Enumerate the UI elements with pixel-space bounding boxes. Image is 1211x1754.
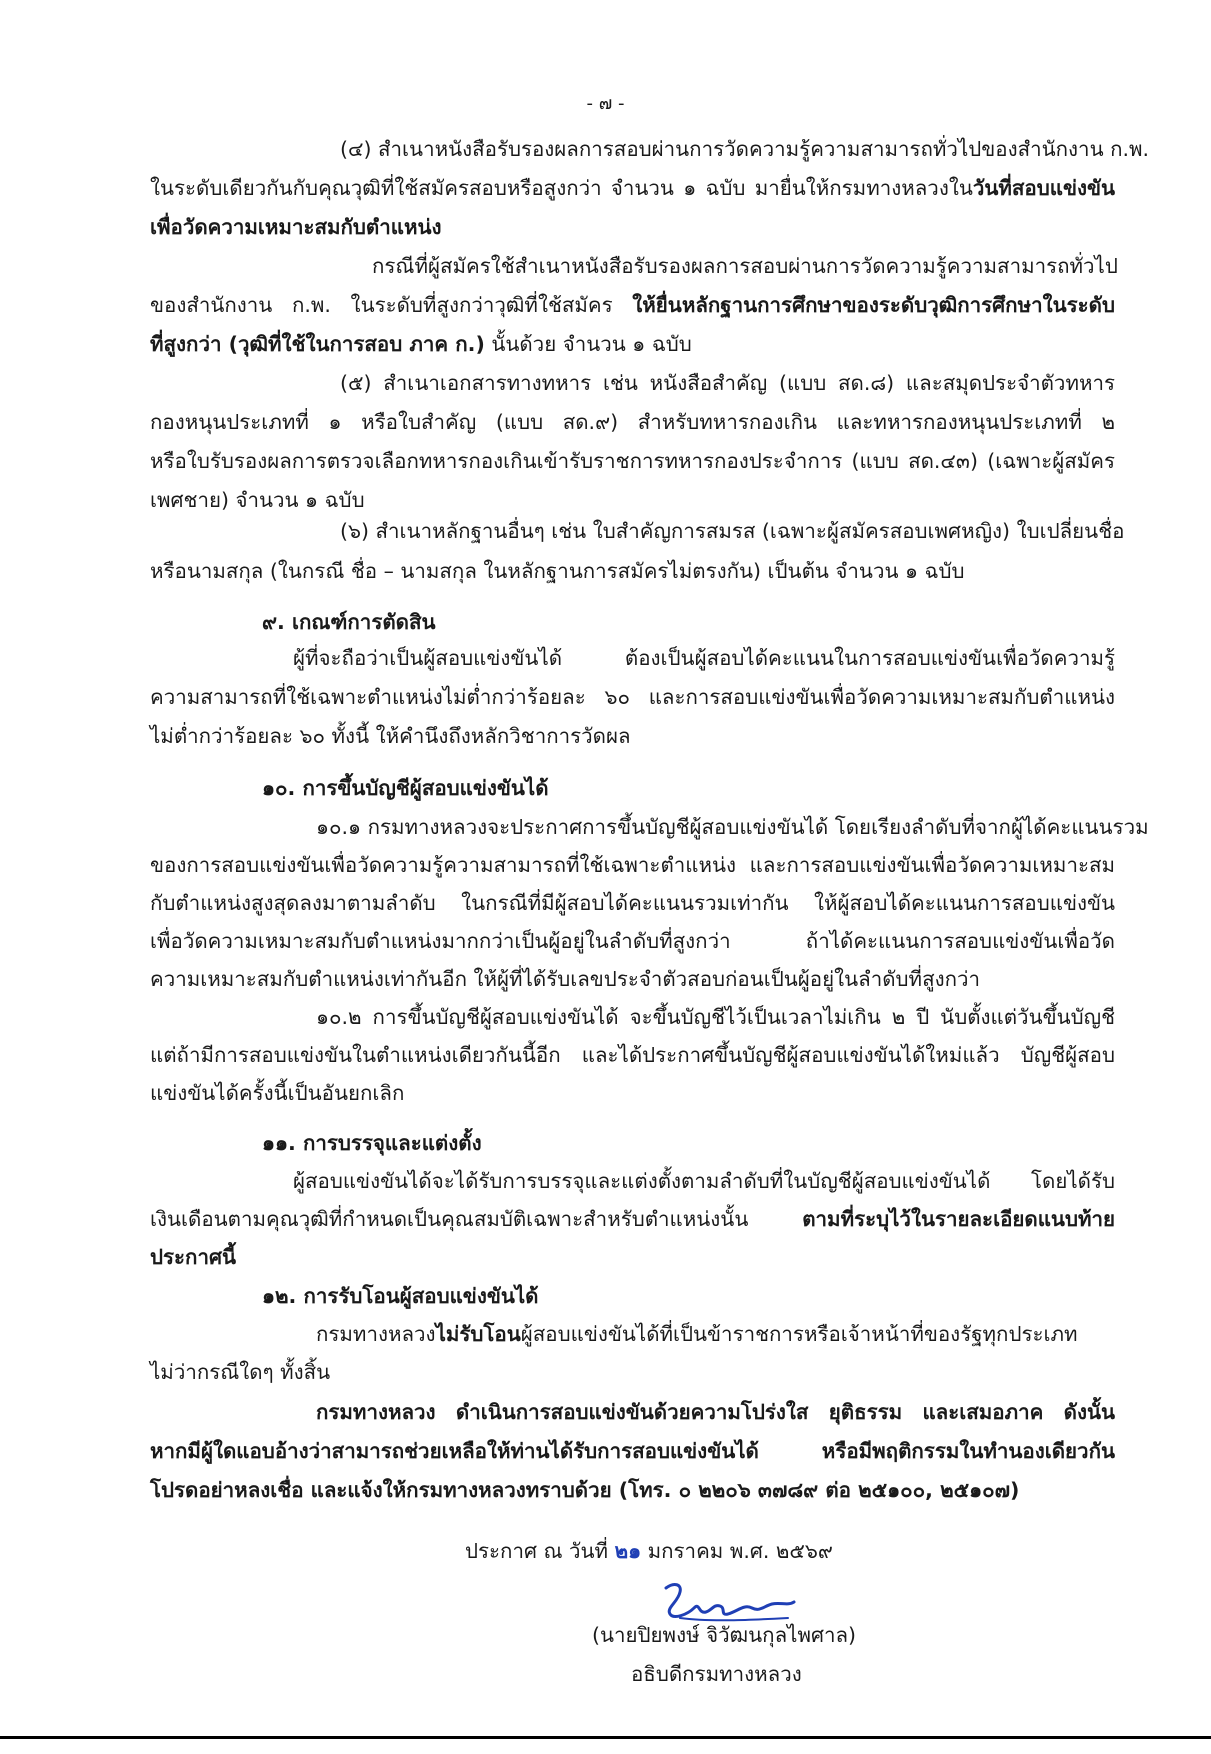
sec11-line1: ผู้สอบแข่งขันได้จะได้รับการบรรจุและแต่งตั้งตามลำดับที่ในบัญชีผู้สอบแข่งขันได้ โดยได้รับ xyxy=(293,1169,1115,1193)
item5-line3: หรือใบรับรองผลการตรวจเลือกทหารกองเกินเข้ารับราชการทหารกองประจำการ (แบบ สด.๔๓) (เฉพาะผู้สมัคร xyxy=(150,449,1115,473)
sec12-line1-a: กรมทางหลวง xyxy=(316,1322,436,1346)
notice-line1: กรมทางหลวง ดำเนินการสอบแข่งขันด้วยความโปร่งใส ยุติธรรม และเสมอภาค ดังนั้น xyxy=(316,1400,1115,1424)
sec12-line1 xyxy=(316,1319,1115,1349)
item4-line3: เพื่อวัดความเหมาะสมกับตำแหน่ง xyxy=(150,215,442,239)
sec9-heading: ๙. เกณฑ์การตัดสิน xyxy=(262,610,436,634)
item5-line4: เพศชาย) จำนวน ๑ ฉบับ xyxy=(150,488,365,512)
item4-line5-bold: ให้ยื่นหลักฐานการศึกษาของระดับวุฒิการศึกษาในระดับ xyxy=(632,293,1115,317)
item4-line5-text: ของสำนักงาน ก.พ. ในระดับที่สูงกว่าวุฒิที่ใช้สมัคร xyxy=(150,293,633,317)
notice-line3: โปรดอย่าหลงเชื่อ และแจ้งให้กรมทางหลวงทราบด้วย (โทร. ๐ ๒๒๐๖ ๓๗๘๙ ต่อ ๒๕๑๐๐, ๒๕๑๐๗) xyxy=(150,1478,1020,1502)
notice-line2: หากมีผู้ใดแอบอ้างว่าสามารถช่วยเหลือให้ท่านได้รับการสอบแข่งขันได้ หรือมีพฤติกรรมในทำนองเดียวกัน xyxy=(150,1439,1115,1463)
sec9-line2: ความสามารถที่ใช้เฉพาะตำแหน่งไม่ต่ำกว่าร้อยละ ๖๐ และการสอบแข่งขันเพื่อวัดความเหมาะสมกับตำแหน่ง xyxy=(150,685,1115,709)
item4-line6-bold: ที่สูงกว่า (วุฒิที่ใช้ในการสอบ ภาค ก.) xyxy=(150,332,485,356)
sec10-p1-line3: กับตำแหน่งสูงสุดลงมาตามลำดับ ในกรณีที่มีผู้สอบได้คะแนนรวมเท่ากัน ให้ผู้สอบได้คะแนนการสอบแข่งขัน xyxy=(150,891,1115,915)
signer-title: อธิบดีกรมทางหลวง xyxy=(631,1662,802,1686)
sec11-heading: ๑๑. การบรรจุและแต่งตั้ง xyxy=(262,1131,482,1155)
item4-line6-text: นั้นด้วย จำนวน ๑ ฉบับ xyxy=(484,332,692,356)
item5-line2: กองหนุนประเภทที่ ๑ หรือใบสำคัญ (แบบ สด.๙) สำหรับทหารกองเกิน และทหารกองหนุนประเภทที่ ๒ xyxy=(150,410,1115,434)
sec10-p2-line3: แข่งขันได้ครั้งนี้เป็นอันยกเลิก xyxy=(150,1081,405,1105)
sec10-p2-line2: แต่ถ้ามีการสอบแข่งขันในตำแหน่งเดียวกันนี้อีก และได้ประกาศขึ้นบัญชีผู้สอบแข่งขันได้ใหม่แล้ว บัญชีผู้สอบ xyxy=(150,1043,1115,1067)
sec10-heading: ๑๐. การขึ้นบัญชีผู้สอบแข่งขันได้ xyxy=(262,776,549,800)
sec11-line2-text: เงินเดือนตามคุณวุฒิที่กำหนดเป็นคุณสมบัติเฉพาะสำหรับตำแหน่งนั้น xyxy=(150,1207,803,1231)
sec10-p1-line5: ความเหมาะสมกับตำแหน่งเท่ากันอีก ให้ผู้ที่ได้รับเลขประจำตัวสอบก่อนเป็นผู้อยู่ในลำดับที่สูงกว่า xyxy=(150,967,981,991)
item4-line2-bold: วันที่สอบแข่งขัน xyxy=(972,176,1115,200)
sec12-line2: ไม่ว่ากรณีใดๆ ทั้งสิ้น xyxy=(150,1360,331,1384)
sec10-p1-line2: ของการสอบแข่งขันเพื่อวัดความรู้ความสามารถที่ใช้เฉพาะตำแหน่ง และการสอบแข่งขันเพื่อวัดความเหมาะสม xyxy=(150,853,1115,877)
sec11-line3: ประกาศนี้ xyxy=(150,1245,236,1269)
item4-line2-text: ในระดับเดียวกันกับคุณวุฒิที่ใช้สมัครสอบหรือสูงกว่า จำนวน ๑ ฉบับ มายื่นให้กรมทางหลวงใน xyxy=(150,176,973,200)
sec11-line2-bold: ตามที่ระบุไว้ในรายละเอียดแนบท้าย xyxy=(802,1207,1115,1231)
announce-suffix: มกราคม พ.ศ. ๒๕๖๙ xyxy=(641,1539,833,1563)
announce-date xyxy=(465,1536,833,1566)
sec11-line2 xyxy=(150,1204,1115,1234)
sec10-p1-line4: เพื่อวัดความเหมาะสมกับตำแหน่งมากกว่าเป็นผู้อยู่ในลำดับที่สูงกว่า ถ้าได้คะแนนการสอบแข่งขันเพื่อวัด xyxy=(150,929,1115,953)
sec12-line1-bold: ไม่รับโอน xyxy=(435,1322,521,1346)
sec12-heading: ๑๒. การรับโอนผู้สอบแข่งขันได้ xyxy=(262,1284,539,1308)
page-bottom-border xyxy=(0,1736,1211,1739)
item5-line1: (๕) สำเนาเอกสารทางทหาร เช่น หนังสือสำคัญ (แบบ สด.๘) และสมุดประจำตัวทหาร xyxy=(340,371,1115,395)
announce-day: ๒๑ xyxy=(614,1539,642,1563)
item6-line1: (๖) สำเนาหลักฐานอื่นๆ เช่น ใบสำคัญการสมรส (เฉพาะผู้สมัครสอบเพศหญิง) ใบเปลี่ยนชื่อ xyxy=(340,519,1125,543)
sec12-line1-c: ผู้สอบแข่งขันได้ที่เป็นข้าราชการหรือเจ้าหน้าที่ของรัฐทุกประเภท xyxy=(520,1322,1078,1346)
sec9-line1: ผู้ที่จะถือว่าเป็นผู้สอบแข่งขันได้ ต้องเป็นผู้สอบได้คะแนนในการสอบแข่งขันเพื่อวัดความรู้ xyxy=(293,646,1115,670)
sec10-p2-line1: ๑๐.๒ การขึ้นบัญชีผู้สอบแข่งขันได้ จะขึ้นบัญชีไว้เป็นเวลาไม่เกิน ๒ ปี นับตั้งแต่วันขึ้นบัญชี xyxy=(316,1005,1115,1029)
sec9-line3: ไม่ต่ำกว่าร้อยละ ๖๐ ทั้งนี้ ให้คำนึงถึงหลักวิชาการวัดผล xyxy=(150,724,631,748)
item4-line5 xyxy=(150,290,1115,320)
page-number: - ๗ - xyxy=(586,93,625,114)
item4-line6 xyxy=(150,329,1115,359)
item4-line4: กรณีที่ผู้สมัครใช้สำเนาหนังสือรับรองผลการสอบผ่านการวัดความรู้ความสามารถทั่วไป xyxy=(372,254,1118,278)
announce-prefix: ประกาศ ณ วันที่ xyxy=(465,1539,615,1563)
item4-line1: (๔) สำเนาหนังสือรับรองผลการสอบผ่านการวัดความรู้ความสามารถทั่วไปของสำนักงาน ก.พ. xyxy=(340,137,1150,161)
item4-line2 xyxy=(150,173,1115,203)
item6-line2: หรือนามสกุล (ในกรณี ชื่อ – นามสกุล ในหลักฐานการสมัครไม่ตรงกัน) เป็นต้น จำนวน ๑ ฉบับ xyxy=(150,559,965,583)
sec10-p1-line1: ๑๐.๑ กรมทางหลวงจะประกาศการขึ้นบัญชีผู้สอบแข่งขันได้ โดยเรียงลำดับที่จากผู้ได้คะแนนรวม xyxy=(316,815,1149,839)
signer-name: (นายปิยพงษ์ จิวัฒนกุลไพศาล) xyxy=(592,1623,857,1647)
